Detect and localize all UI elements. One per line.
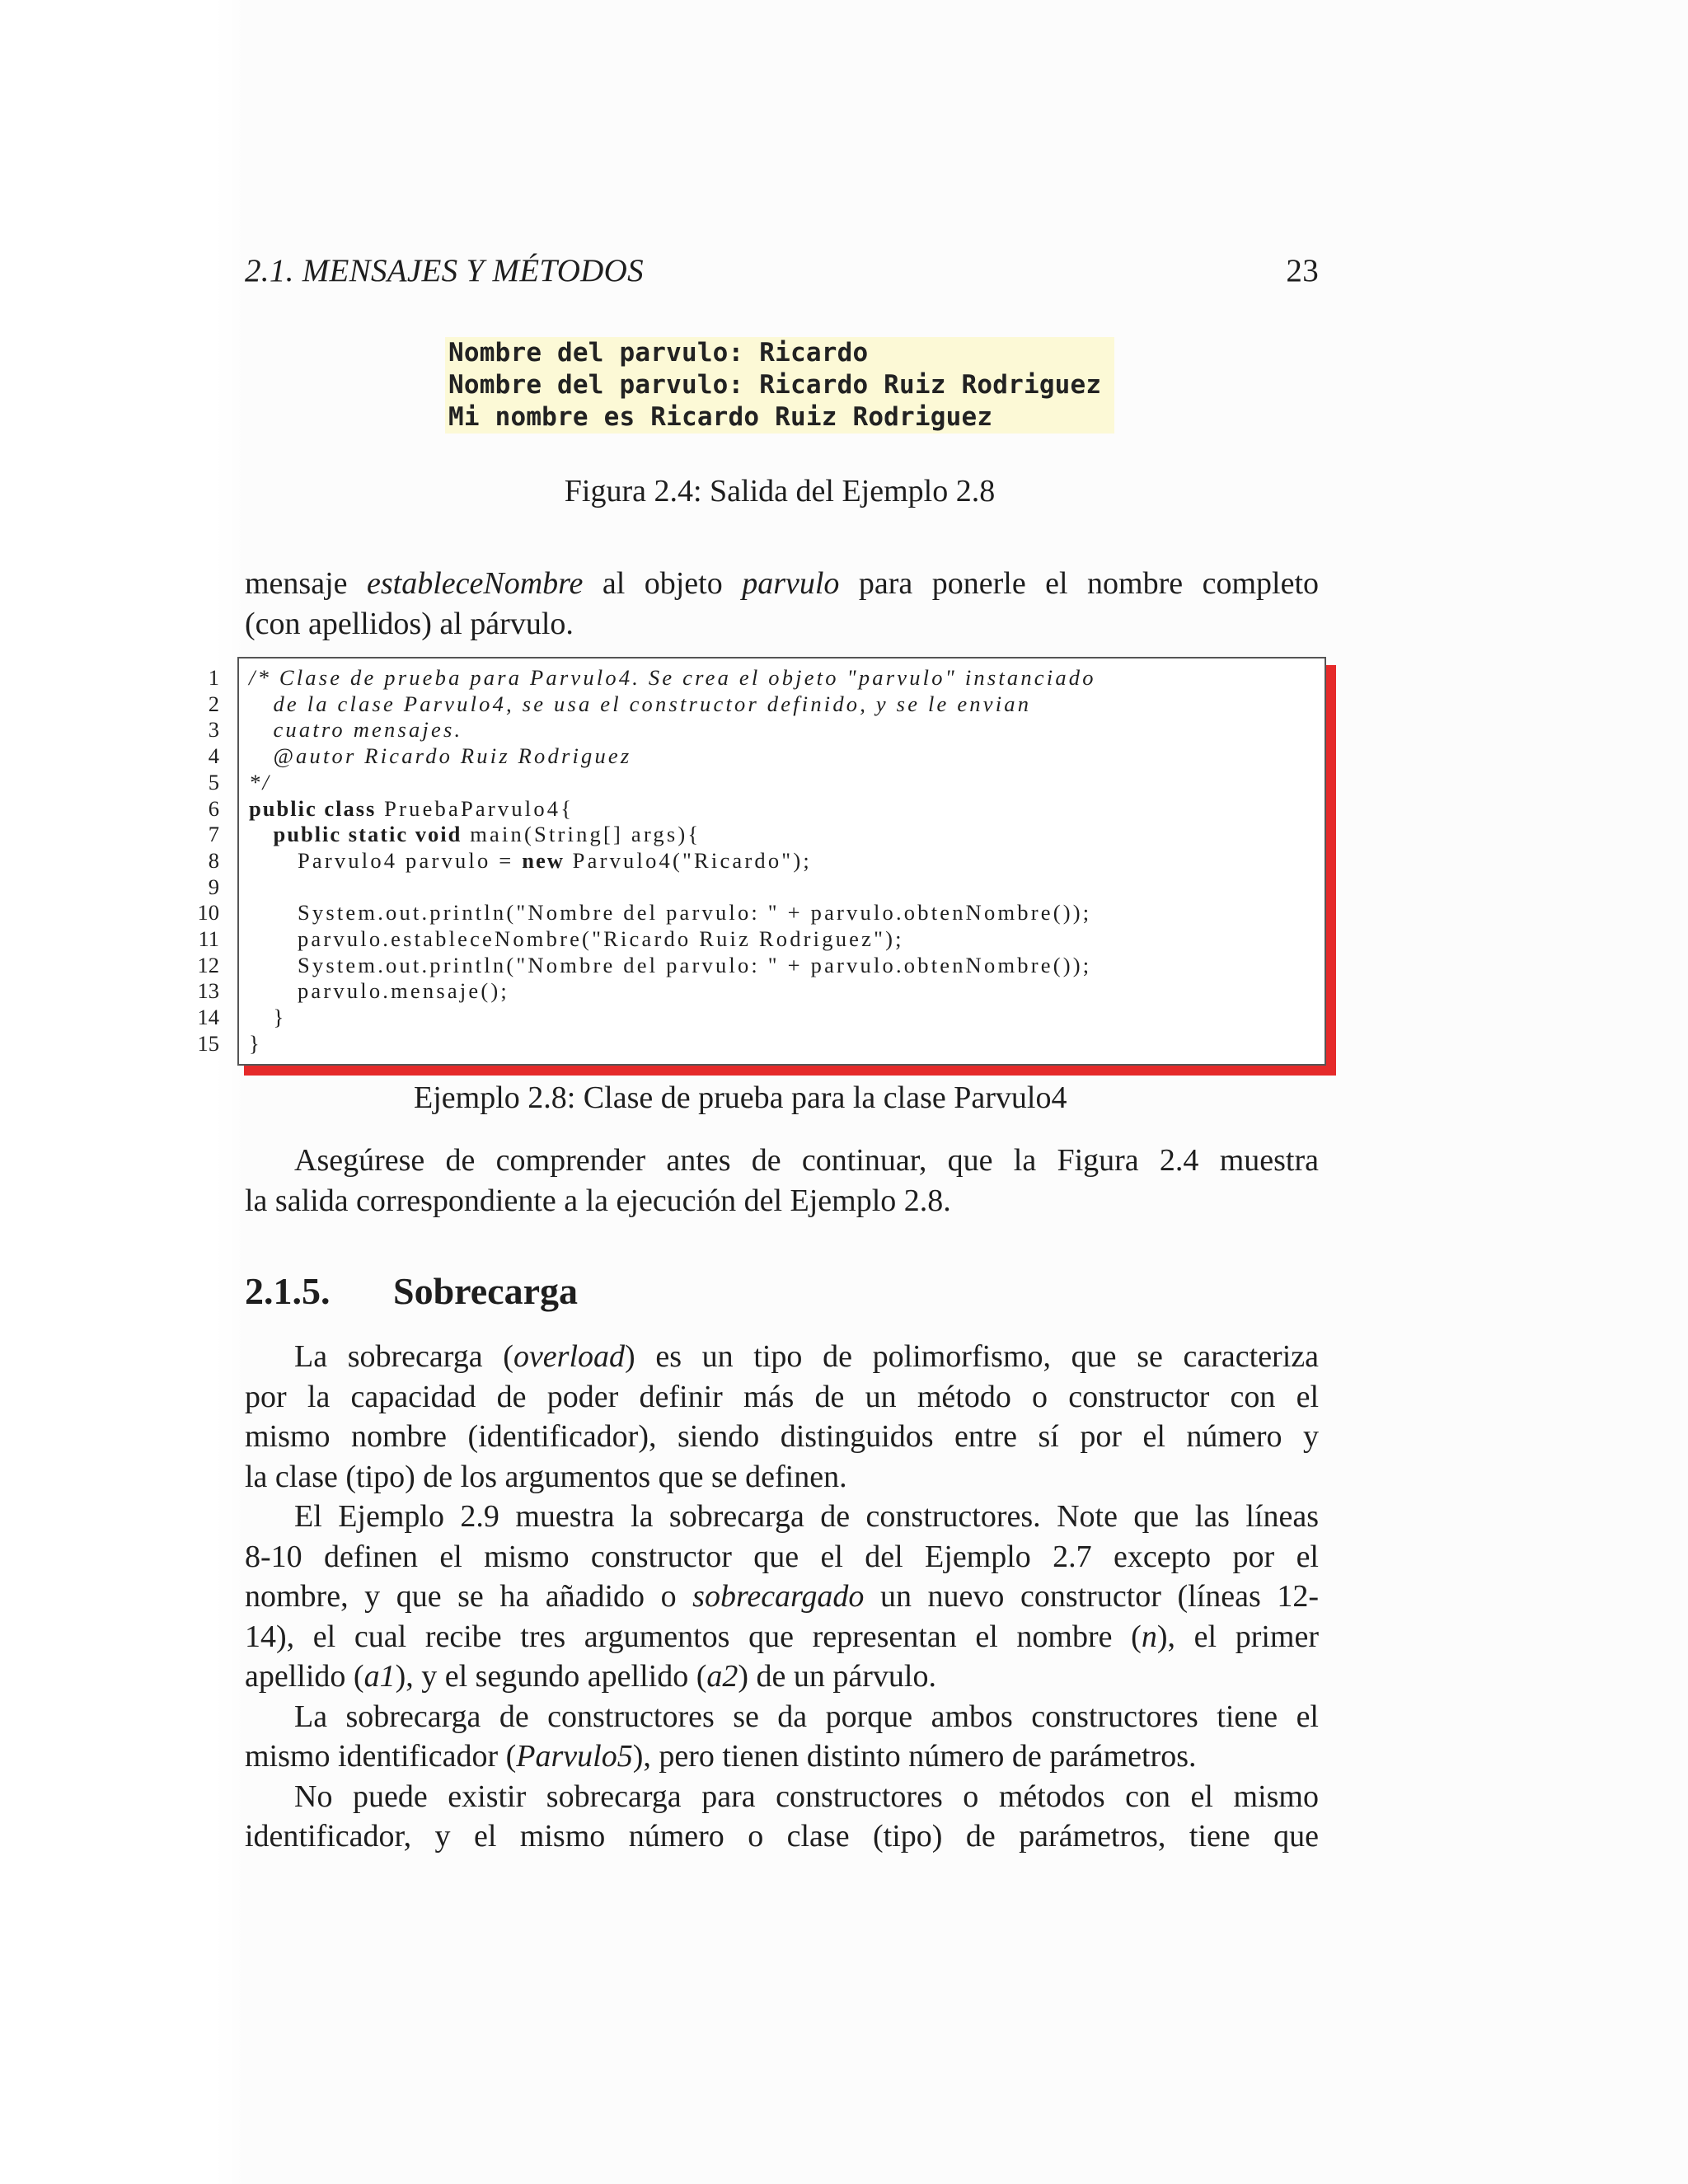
text-line: la clase (tipo) de los argumentos que se definen. <box>245 1459 847 1494</box>
code-line: System.out.println("Nombre del parvulo: " + parvulo.obtenNombre()); <box>249 952 1092 977</box>
output-line: Nombre del parvulo: Ricardo Ruiz Rodriguez <box>448 370 1102 400</box>
text-line: identificador, y el mismo número o clase (tipo) de parámetros, tiene que <box>245 1819 1319 1854</box>
text-line: 8-10 definen el mismo constructor que el del Ejemplo 2.7 excepto por el <box>245 1539 1319 1574</box>
code-line-number: 9 <box>208 874 219 899</box>
page-number: 23 <box>1286 253 1319 288</box>
paragraph-constructor-overload <box>245 1697 1319 1777</box>
output-line: Mi nombre es Ricardo Ruiz Rodriguez <box>448 402 993 432</box>
text-line: 14), el cual recibe tres argumentos que representan el nombre (n), el primer <box>245 1619 1320 1654</box>
text-line: nombre, y que se ha añadido o sobrecargado un nuevo constructor (líneas 12- <box>245 1579 1319 1614</box>
text-line: La sobrecarga de constructores se da porque ambos constructores tiene el <box>294 1699 1319 1734</box>
code-line: /* Clase de prueba para Parvulo4. Se crea el objeto "parvulo" instanciado <box>249 665 1096 690</box>
text-line: por la capacidad de poder definir más de un método o constructor con el <box>245 1379 1319 1414</box>
output-line: Nombre del parvulo: Ricardo <box>448 338 869 368</box>
code-line: */ <box>249 769 272 794</box>
code-line: parvulo.estableceNombre("Ricardo Ruiz Rodriguez"); <box>249 926 904 951</box>
paragraph-example-2-9 <box>245 1497 1319 1697</box>
code-line: parvulo.mensaje(); <box>249 978 509 1004</box>
code-line-number: 11 <box>198 926 219 951</box>
code-line-number: 13 <box>197 978 219 1004</box>
text-line: (con apellidos) al párvulo. <box>245 606 574 641</box>
running-header <box>245 252 1319 295</box>
code-line: } <box>249 1030 262 1056</box>
text-line: la salida correspondiente a la ejecución del Ejemplo 2.8. <box>245 1183 951 1218</box>
code-line-number: 14 <box>197 1005 219 1030</box>
code-line: de la clase Parvulo4, se usa el constructor definido, y se le envian <box>249 691 1032 716</box>
code-line-number: 2 <box>208 691 219 716</box>
paragraph-overload-restriction <box>245 1777 1319 1857</box>
paragraph-figure-reference <box>245 1141 1319 1221</box>
code-listing-caption: Ejemplo 2.8: Clase de prueba para la clase Parvulo4 <box>414 1080 1067 1115</box>
text-line: apellido (a1), y el segundo apellido (a2) de un párvulo. <box>245 1659 936 1694</box>
figure-caption: Figura 2.4: Salida del Ejemplo 2.8 <box>564 474 996 509</box>
text-line: La sobrecarga (overload) es un tipo de polimorfismo, que se caracteriza <box>294 1339 1319 1374</box>
text-line: mismo nombre (identificador), siendo distinguidos entre sí por el número y <box>245 1419 1319 1454</box>
paragraph-intro <box>245 564 1319 644</box>
code-line-number: 15 <box>197 1030 219 1056</box>
code-line: @autor Ricardo Ruiz Rodriguez <box>249 743 632 769</box>
code-line-number: 12 <box>197 952 219 977</box>
text-line: mensaje estableceNombre al objeto parvulo para ponerle el nombre completo <box>245 566 1319 601</box>
section-heading <box>245 1269 578 1313</box>
code-line: public static void main(String[] args){ <box>273 822 701 847</box>
code-line: System.out.println("Nombre del parvulo: " + parvulo.obtenNombre()); <box>249 900 1092 926</box>
code-line-number: 5 <box>208 769 219 794</box>
paragraph-overload-definition <box>245 1337 1319 1497</box>
code-line-number: 3 <box>208 717 219 743</box>
program-output-figure <box>445 337 1114 434</box>
code-line-number: 1 <box>208 665 219 690</box>
code-line-number: 8 <box>208 847 219 873</box>
text-line: Asegúrese de comprender antes de continuar, que la Figura 2.4 muestra <box>294 1143 1319 1178</box>
text-line: El Ejemplo 2.9 muestra la sobrecarga de constructores. Note que las líneas <box>294 1499 1319 1534</box>
code-line: public class PruebaParvulo4{ <box>249 795 574 821</box>
code-line: } <box>249 1005 287 1030</box>
code-line: cuatro mensajes. <box>249 717 463 743</box>
code-listing <box>237 657 1326 1066</box>
code-line-number: 6 <box>208 795 219 821</box>
section-title: Sobrecarga <box>393 1270 579 1312</box>
running-header-title: 2.1. MENSAJES Y MÉTODOS <box>245 253 644 288</box>
text-line: mismo identificador (Parvulo5), pero tienen distinto número de parámetros. <box>245 1739 1197 1774</box>
text-line: No puede existir sobrecarga para constructores o métodos con el mismo <box>294 1779 1319 1814</box>
code-line-number: 10 <box>197 900 219 926</box>
code-line-number: 7 <box>208 822 219 847</box>
code-line-number: 4 <box>208 743 219 769</box>
section-number: 2.1.5. <box>245 1270 331 1312</box>
code-line: Parvulo4 parvulo = new Parvulo4("Ricardo"); <box>249 847 812 873</box>
